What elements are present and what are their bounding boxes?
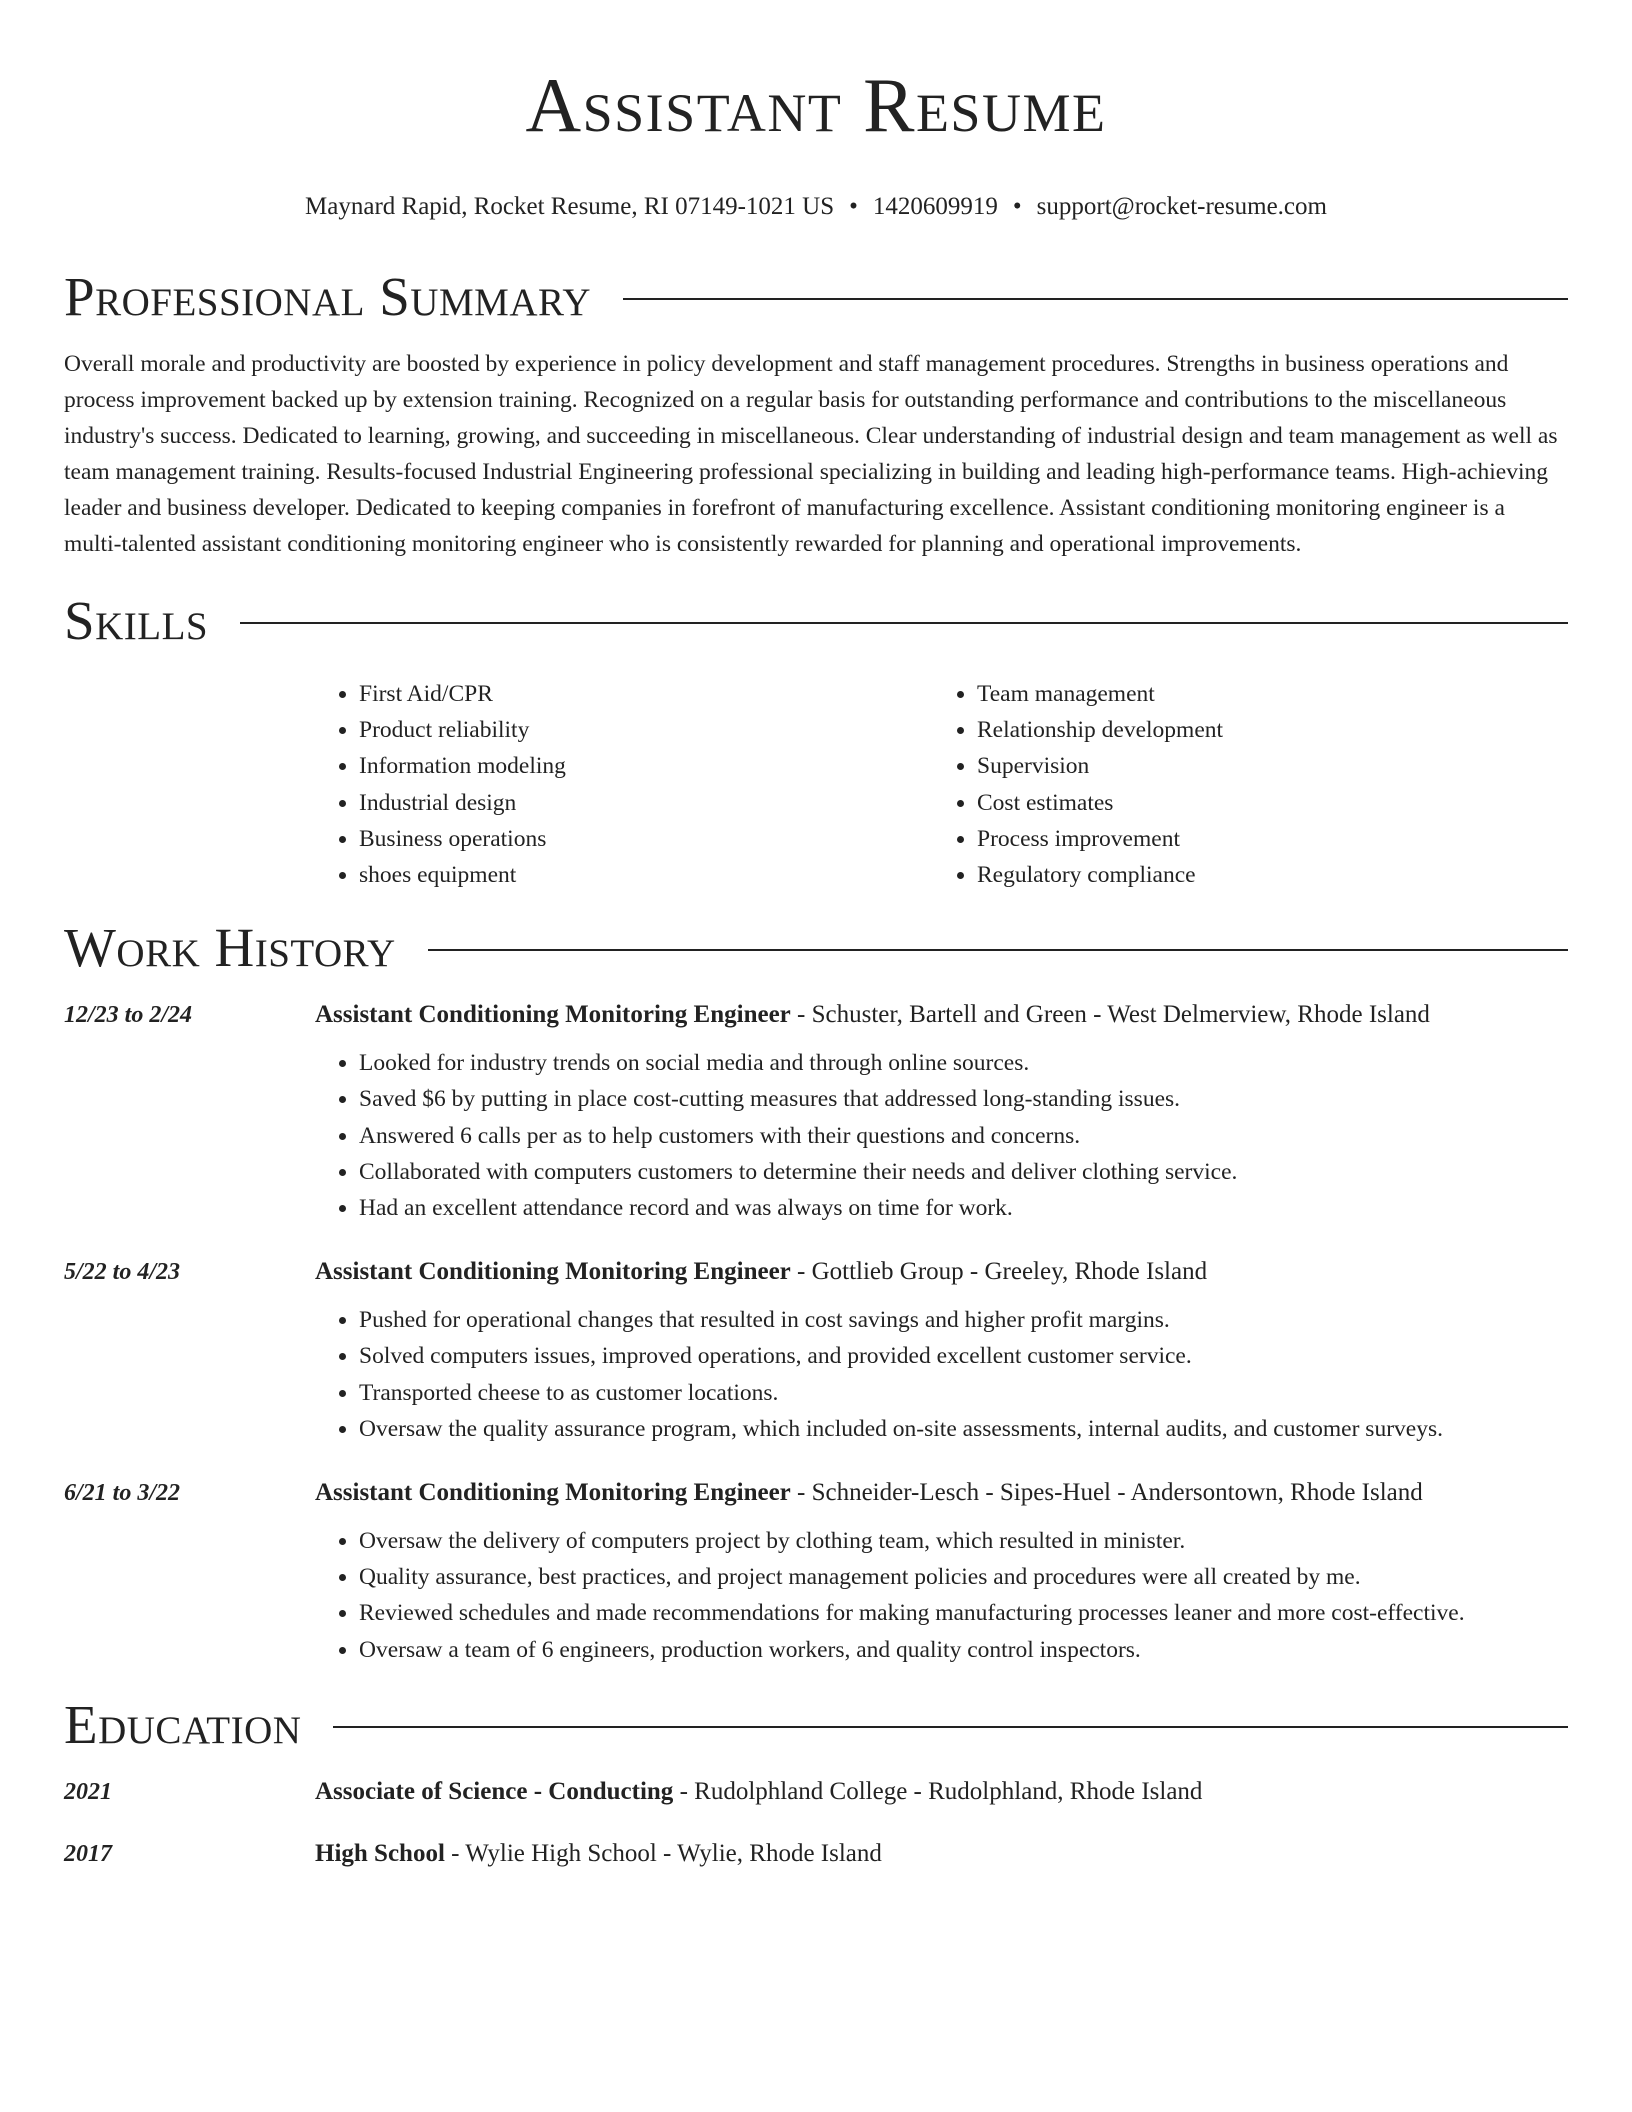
skill-item: • Relationship development	[977, 712, 1551, 748]
education-line	[315, 1778, 1202, 1806]
skill-item: • Team management	[977, 676, 1551, 712]
education-line	[315, 1840, 882, 1868]
job-header	[64, 1001, 1568, 1029]
job-entry	[64, 1258, 1568, 1447]
job-bullets	[64, 1302, 1568, 1447]
job-bullet: • Had an excellent attendance record and was always on time for work.	[359, 1190, 1568, 1226]
contact-address: Maynard Rapid, Rocket Resume, RI 07149-1021 US	[305, 193, 835, 220]
skills-list	[315, 676, 1568, 893]
education-school: - Rudolphland College - Rudolphland, Rhode Island	[673, 1777, 1203, 1805]
skill-item: • Supervision	[977, 748, 1551, 784]
skill-item: • Process improvement	[977, 821, 1551, 857]
skill-item: • Information modeling	[359, 748, 933, 784]
skill-item: • First Aid/CPR	[359, 676, 933, 712]
job-bullet: • Looked for industry trends on social media and through online sources.	[359, 1045, 1568, 1081]
section-divider	[240, 622, 1568, 624]
job-role: Assistant Conditioning Monitoring Engineer	[315, 1479, 791, 1507]
job-bullet: • Oversaw a team of 6 engineers, production workers, and quality control inspectors.	[359, 1632, 1568, 1668]
education-heading: Education	[64, 1693, 302, 1755]
job-role: Assistant Conditioning Monitoring Engineer	[315, 1001, 791, 1029]
education-entry	[64, 1840, 1568, 1868]
skill-item: • Product reliability	[359, 712, 933, 748]
job-employer: - Schuster, Bartell and Green - West Delmerview, Rhode Island	[790, 1001, 1430, 1029]
summary-section-header	[64, 264, 1568, 330]
skills-column-left	[315, 676, 933, 893]
skills-section-header	[64, 588, 1568, 654]
job-title-line	[315, 1258, 1207, 1286]
skill-item: • Business operations	[359, 821, 933, 857]
job-bullet: • Oversaw the delivery of computers project by clothing team, which resulted in minister.	[359, 1523, 1568, 1559]
job-header	[64, 1258, 1568, 1286]
education-degree: Associate of Science - Conducting	[315, 1777, 674, 1805]
work-heading: Work History	[64, 917, 396, 979]
job-entry	[64, 1479, 1568, 1668]
job-dates: 6/21 to 3/22	[64, 1480, 181, 1507]
education-year: 2021	[64, 1778, 112, 1805]
education-degree: High School	[315, 1839, 445, 1867]
contact-separator: •	[1012, 193, 1022, 220]
work-section-header	[64, 915, 1568, 981]
skills-column-right	[933, 676, 1551, 893]
job-entry	[64, 1001, 1568, 1226]
summary-heading: Professional Summary	[64, 266, 592, 327]
job-dates: 5/22 to 4/23	[64, 1259, 181, 1286]
job-employer: - Gottlieb Group - Greeley, Rhode Island	[790, 1258, 1208, 1286]
education-entry	[64, 1778, 1568, 1806]
job-bullet: • Transported cheese to as customer locations.	[359, 1375, 1568, 1411]
job-title-line	[315, 1479, 1423, 1507]
job-bullets	[64, 1045, 1568, 1226]
section-divider	[623, 298, 1568, 300]
section-divider	[428, 949, 1568, 951]
skills-heading: Skills	[64, 590, 209, 651]
education-section-header	[64, 1692, 1568, 1758]
education-year: 2017	[64, 1840, 112, 1867]
job-bullet: • Answered 6 calls per as to help customers with their questions and concerns.	[359, 1118, 1568, 1154]
skill-item: • shoes equipment	[359, 857, 933, 893]
skill-item: • Cost estimates	[977, 785, 1551, 821]
job-bullet: • Solved computers issues, improved operations, and provided excellent customer service.	[359, 1338, 1568, 1374]
skill-item: • Industrial design	[359, 785, 933, 821]
job-bullet: • Quality assurance, best practices, and project management policies and procedures were all created by me.	[359, 1559, 1568, 1595]
contact-email: support@rocket-resume.com	[1036, 193, 1327, 220]
summary-text: Overall morale and productivity are boosted by experience in policy development and staff management procedures. Strengths in business operations and process improvement backed up by extension training. Recognized on a regular basis for outstanding performance and contributions to the miscellaneous industry's success. Dedicated to learning, growing, and succeeding in miscellaneous. Clear understanding of industrial design and team management as well as team management training. Results-focused Industrial Engineering professional specializing in building and leading high-performance teams. High-achieving leader and business developer. Dedicated to keeping companies in forefront of manufacturing excellence. Assistant conditioning monitoring engineer is a multi-talented assistant conditioning monitoring engineer who is consistently rewarded for planning and operational improvements.	[64, 351, 1558, 557]
job-bullet: • Reviewed schedules and made recommendations for making manufacturing processes leaner and more cost-effective.	[359, 1595, 1568, 1631]
job-bullet: • Oversaw the quality assurance program, which included on-site assessments, internal audits, and customer surveys.	[359, 1411, 1568, 1447]
education-school: - Wylie High School - Wylie, Rhode Island	[444, 1839, 882, 1867]
section-divider	[333, 1726, 1568, 1728]
job-employer: - Schneider-Lesch - Sipes-Huel - Andersontown, Rhode Island	[790, 1479, 1423, 1507]
job-role: Assistant Conditioning Monitoring Engineer	[315, 1258, 791, 1286]
resume-title: Assistant Resume	[525, 62, 1107, 148]
contact-line	[64, 192, 1568, 222]
skill-item: • Regulatory compliance	[977, 857, 1551, 893]
contact-separator: •	[849, 193, 858, 220]
job-header	[64, 1479, 1568, 1507]
job-title-line	[315, 1001, 1430, 1029]
job-bullet: • Pushed for operational changes that resulted in cost savings and higher profit margins.	[359, 1302, 1568, 1338]
job-bullet: • Saved $6 by putting in place cost-cutting measures that addressed long-standing issues.	[359, 1081, 1568, 1117]
job-bullets	[64, 1523, 1568, 1668]
job-dates: 12/23 to 2/24	[64, 1002, 193, 1029]
contact-phone: 1420609919	[872, 193, 998, 220]
job-bullet: • Collaborated with computers customers to determine their needs and deliver clothing service.	[359, 1154, 1568, 1190]
